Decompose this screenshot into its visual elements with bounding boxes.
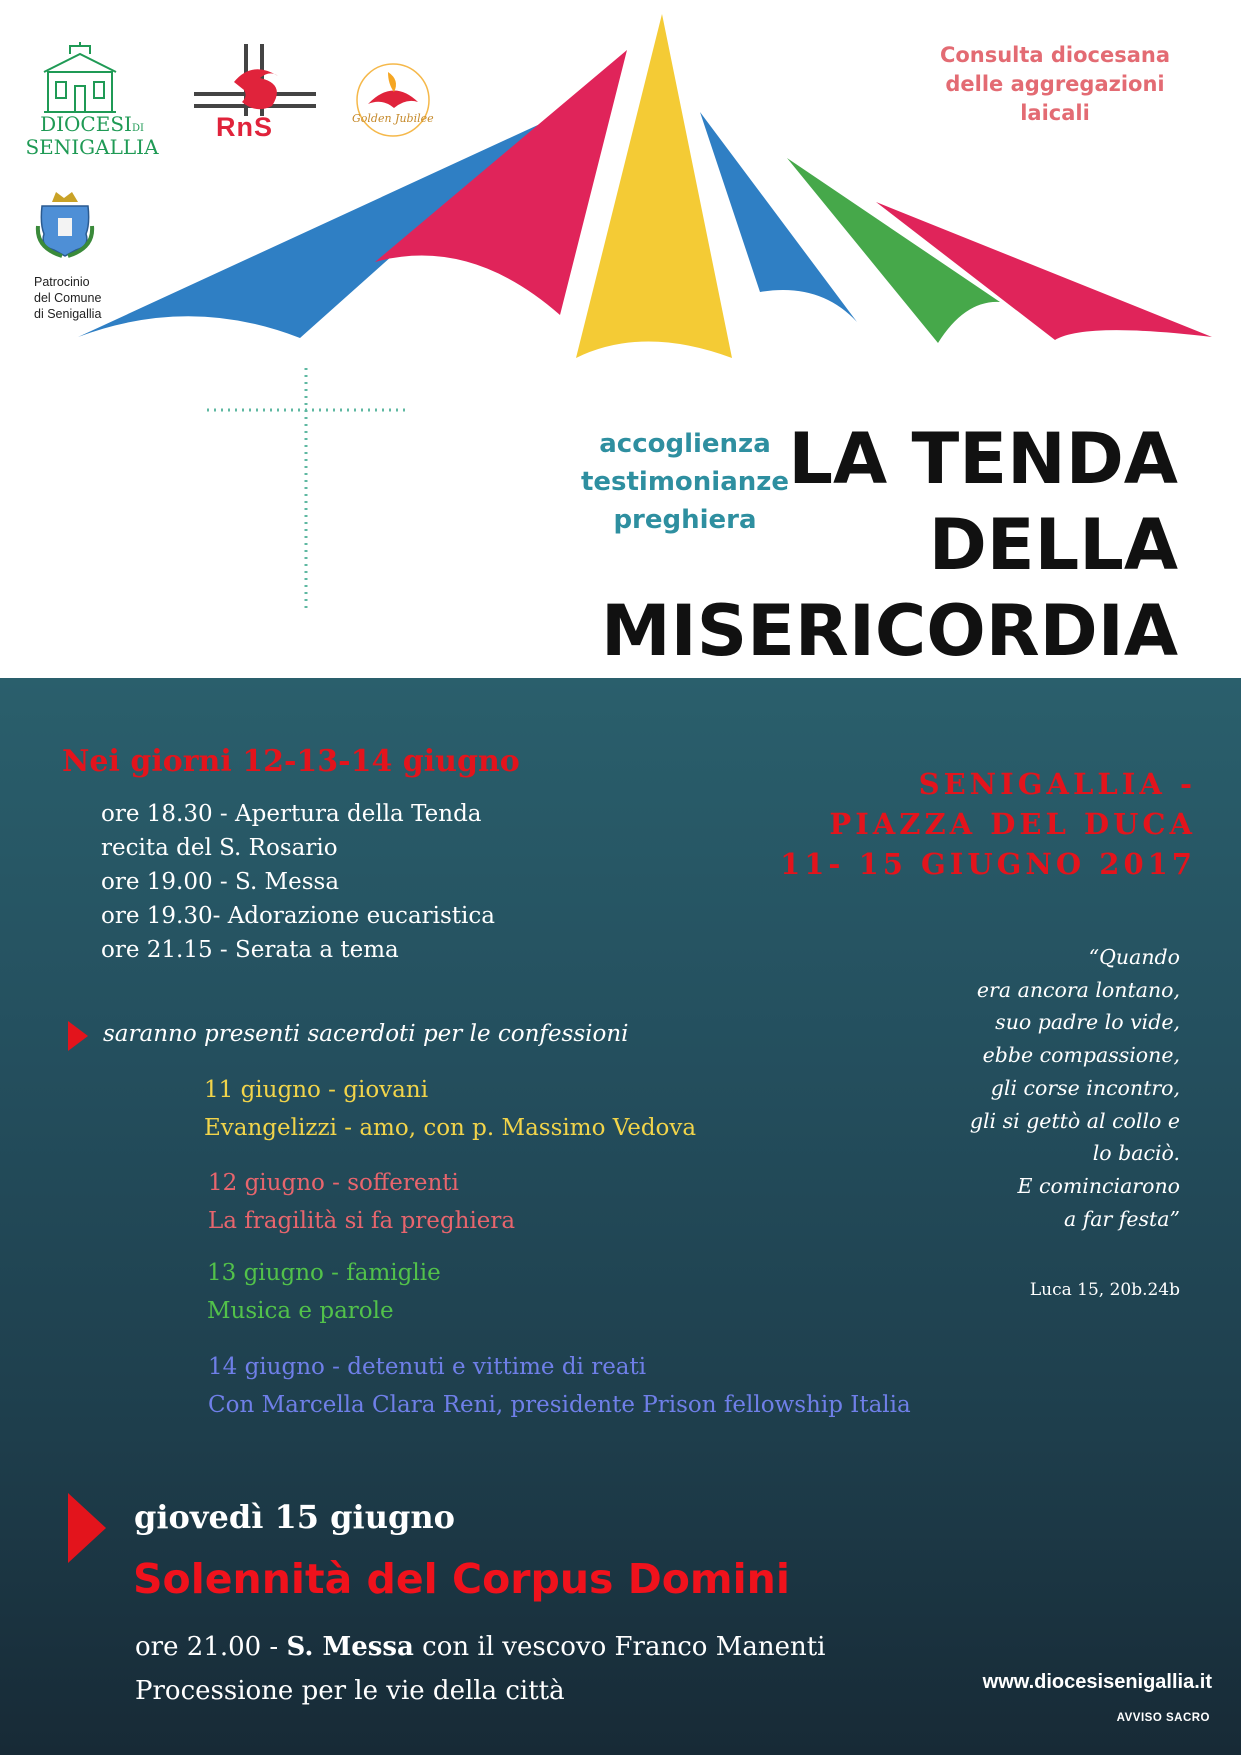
place-dates: 11- 15 GIUGNO 2017 — [780, 847, 1196, 881]
evening-title: 14 giugno - detenuti e vittime di reati — [208, 1354, 647, 1380]
diocesi-word: DIOCESI — [40, 112, 132, 136]
evening-subtitle: Musica e parole — [207, 1298, 394, 1324]
schedule-item: recita del S. Rosario — [101, 835, 338, 861]
consulta-line-1: Consulta diocesana — [939, 43, 1171, 67]
senigallia-word: SENIGALLIA — [25, 135, 159, 159]
quote-line: “Quando — [1088, 945, 1180, 969]
gospel-quote — [860, 941, 1180, 1235]
title-line-2: DELLA — [928, 504, 1178, 586]
patrocinio-line-3: di Senigallia — [34, 307, 102, 321]
schedule-item: ore 19.30- Adorazione eucaristica — [101, 903, 495, 929]
evening-item — [207, 1254, 441, 1330]
schedule-item: ore 19.00 - S. Messa — [101, 869, 340, 895]
final-day-program — [135, 1625, 825, 1713]
mass-celebrant: con il vescovo Franco Manenti — [413, 1632, 826, 1662]
final-day-date: giovedì 15 giugno — [134, 1498, 455, 1536]
consulta-line-2: delle aggregazioni — [945, 72, 1165, 96]
quote-line: E cominciarono — [1017, 1173, 1180, 1198]
quote-line: suo padre lo vide, — [995, 1010, 1180, 1035]
patrocinio-line-2: del Comune — [34, 291, 102, 305]
schedule-item: ore 18.30 - Apertura della Tenda — [101, 801, 482, 827]
evening-subtitle: La fragilità si fa preghiera — [208, 1208, 516, 1234]
patrocinio-text — [34, 274, 101, 322]
title-line-1: LA TENDA — [788, 418, 1178, 500]
confessions-note: saranno presenti sacerdoti per le confessioni — [103, 1021, 629, 1047]
event-place-dates — [700, 764, 1196, 884]
tent-panel-blue-right — [700, 112, 857, 322]
arrow-right-icon — [68, 1493, 106, 1563]
golden-jubilee-text: Golden Jubilee — [352, 112, 434, 125]
coat-of-arms-icon — [34, 190, 96, 260]
website-link[interactable]: www.diocesisenigallia.it — [982, 1671, 1212, 1693]
mass-time: ore 21.00 - — [135, 1632, 287, 1662]
title-line-3: MISERICORDIA — [601, 590, 1178, 672]
diocesi-logo-text — [24, 112, 160, 159]
evening-title: 13 giugno - famiglie — [207, 1260, 441, 1286]
quote-line: gli si gettò al collo e — [969, 1108, 1180, 1133]
consulta-logo-text — [920, 41, 1190, 128]
golden-jubilee-icon — [348, 58, 438, 148]
evening-item — [204, 1071, 696, 1147]
days-heading: Nei giorni 12-13-14 giugno — [62, 744, 520, 779]
quote-line: gli corse incontro, — [990, 1075, 1180, 1100]
theme-preghiera: preghiera — [613, 505, 757, 535]
page-title — [560, 416, 1178, 674]
evening-subtitle: Con Marcella Clara Reni, presidente Prison fellowship Italia — [208, 1392, 911, 1418]
schedule-item: ore 21.15 - Serata a tema — [101, 937, 399, 963]
procession-line: Processione per le vie della città — [135, 1676, 565, 1706]
quote-line: a far festa” — [1063, 1206, 1180, 1231]
evening-subtitle: Evangelizzi - amo, con p. Massimo Vedova — [204, 1115, 697, 1141]
mass-line — [135, 1625, 825, 1669]
evening-item — [208, 1164, 515, 1240]
quote-reference: Luca 15, 20b.24b — [1029, 1280, 1180, 1300]
tent-panel-yellow — [576, 14, 732, 358]
cathedral-icon — [40, 42, 120, 114]
evening-item — [208, 1348, 911, 1424]
quote-line: lo baciò. — [1092, 1141, 1180, 1166]
evening-title: 12 giugno - sofferenti — [208, 1170, 459, 1196]
mass-label: S. Messa — [286, 1632, 414, 1662]
place-city: SENIGALLIA - — [918, 767, 1196, 801]
rns-dove-icon — [190, 40, 320, 120]
theme-testimonianze: testimonianze — [580, 467, 790, 497]
final-day-title: Solennità del Corpus Domini — [133, 1555, 790, 1603]
patrocinio-line-1: Patrocinio — [34, 275, 90, 289]
rns-logo-text: RnS — [216, 112, 273, 142]
quote-line: ebbe compassione, — [982, 1043, 1180, 1068]
quote-line: era ancora lontano, — [976, 977, 1180, 1002]
arrow-right-icon — [68, 1021, 88, 1051]
daily-schedule — [101, 797, 495, 967]
diocesi-di: DI — [131, 123, 144, 134]
theme-accoglienza: accoglienza — [599, 429, 771, 459]
place-square: PIAZZA DEL DUCA — [829, 807, 1196, 841]
consulta-line-3: laicali — [1020, 101, 1090, 125]
evening-title: 11 giugno - giovani — [204, 1077, 429, 1103]
notice-label: AVVISO SACRO — [1116, 1712, 1210, 1724]
